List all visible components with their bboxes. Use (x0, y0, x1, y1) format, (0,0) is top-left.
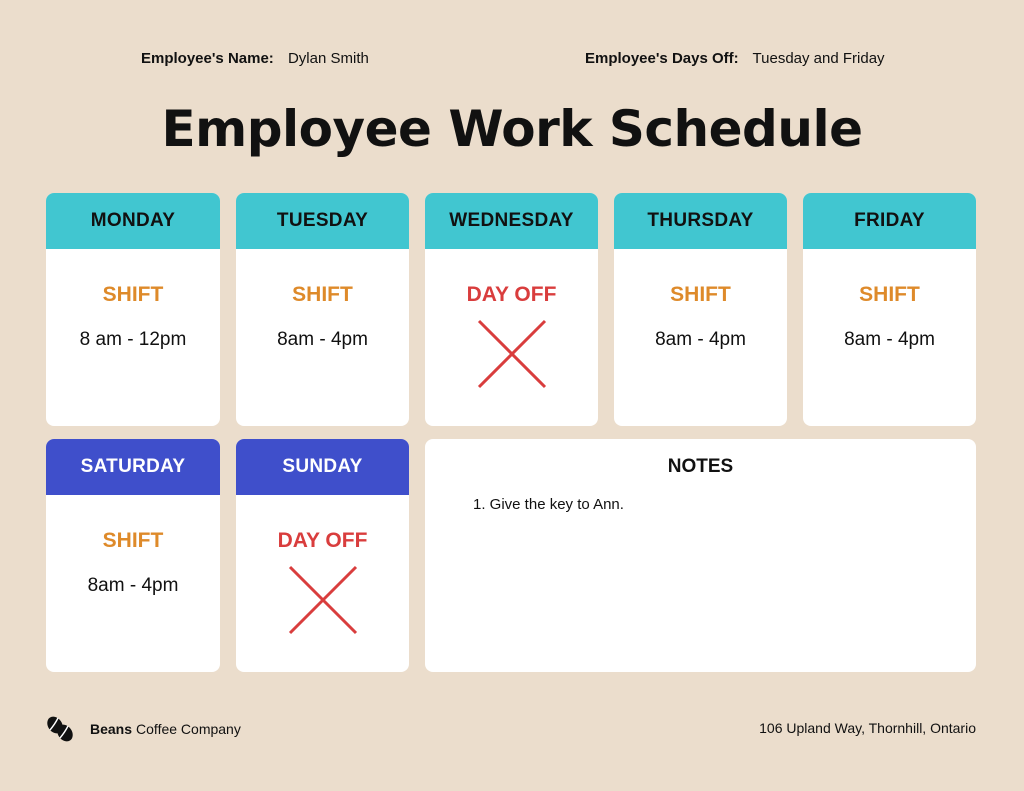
day-status: SHIFT (102, 283, 164, 306)
days-off-label: Employee's Days Off: (585, 50, 739, 67)
employee-name-label: Employee's Name: (141, 50, 274, 67)
day-card-thursday (614, 193, 787, 426)
day-card-friday (803, 193, 976, 426)
coffee-beans-icon (46, 716, 74, 742)
day-card-saturday (46, 439, 220, 672)
days-off-line (585, 50, 885, 67)
day-name: SUNDAY (236, 439, 409, 495)
day-name: FRIDAY (803, 193, 976, 249)
shift-time: 8am - 4pm (277, 329, 368, 350)
day-status: SHIFT (859, 283, 920, 306)
day-status: SHIFT (292, 283, 353, 306)
company-address: 106 Upland Way, Thornhill, Ontario (759, 720, 976, 736)
day-status: DAY OFF (466, 283, 557, 306)
day-name: MONDAY (46, 193, 220, 249)
notes-card (425, 439, 976, 672)
day-card-tuesday (236, 193, 409, 426)
note-item: 1. Give the key to Ann. (473, 496, 624, 513)
notes-title: NOTES (667, 456, 734, 477)
brand-name-rest: Coffee Company (136, 721, 241, 737)
cross-icon (288, 565, 358, 635)
employee-name-line (141, 50, 369, 67)
day-name: TUESDAY (236, 193, 409, 249)
day-card-monday (46, 193, 220, 426)
page-title: Employee Work Schedule (161, 100, 863, 158)
shift-time: 8 am - 12pm (79, 329, 187, 350)
day-card-wednesday (425, 193, 598, 426)
days-off-value: Tuesday and Friday (752, 50, 885, 67)
day-status: SHIFT (102, 529, 164, 552)
day-card-sunday (236, 439, 409, 672)
company-brand (46, 716, 241, 742)
notes-list (473, 496, 976, 513)
employee-name-value: Dylan Smith (287, 50, 369, 67)
cross-icon (477, 319, 547, 389)
brand-name-bold: Beans (90, 721, 133, 737)
day-name: WEDNESDAY (425, 193, 598, 249)
day-status: SHIFT (670, 283, 731, 306)
shift-time: 8am - 4pm (844, 329, 935, 350)
day-status: DAY OFF (277, 529, 368, 552)
day-name: THURSDAY (614, 193, 787, 249)
shift-time: 8am - 4pm (655, 329, 746, 350)
shift-time: 8am - 4pm (87, 575, 179, 596)
day-name: SATURDAY (46, 439, 220, 495)
